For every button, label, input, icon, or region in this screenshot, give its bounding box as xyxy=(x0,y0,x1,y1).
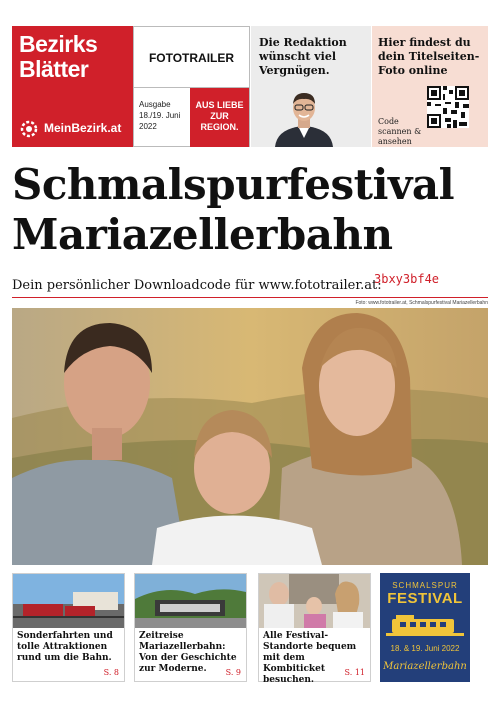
editor-box xyxy=(251,26,371,147)
train-icon xyxy=(386,611,464,641)
teaser-image-train xyxy=(13,574,124,628)
brand-site: MeinBezirk.at xyxy=(44,121,122,135)
section-box xyxy=(133,26,250,147)
editor-portrait xyxy=(273,88,335,147)
teaser-card[interactable]: Alle Festival-Standorte bequem mit dem Kombiticket besuchen. S. 11 xyxy=(258,573,371,682)
scan-text: Code scannen & ansehen xyxy=(378,117,422,146)
brand-logo-box xyxy=(12,26,133,147)
teaser-image-station xyxy=(135,574,246,628)
headline: Schmalspurfestival Mariazellerbahn xyxy=(12,160,455,259)
download-code-label: Dein persönlicher Downloadcode für www.fototrailer.at: xyxy=(12,278,382,293)
promo-box xyxy=(372,26,488,147)
qr-code-icon[interactable] xyxy=(427,86,469,128)
editor-text: Die Redaktion wünscht viel Vergnügen. xyxy=(259,36,347,77)
festival-poster[interactable]: SCHMALSPUR FESTIVAL 18. & 19. Juni 2022 Mariazellerbahn xyxy=(380,573,470,682)
title-rule xyxy=(12,297,488,298)
download-code[interactable]: 3bxy3bf4e xyxy=(374,272,440,286)
issue-info: Ausgabe 18./19. Juni 2022 xyxy=(139,100,181,131)
region-badge: AUS LIEBE ZUR REGION. xyxy=(190,88,249,147)
meinbezirk-logo-icon xyxy=(18,118,40,140)
teaser-image-people xyxy=(259,574,370,628)
promo-text: Hier findest du dein Titelseiten-Foto online xyxy=(378,36,480,77)
section-label: FOTOTRAILER xyxy=(148,51,235,65)
teaser-card[interactable]: Sonderfahrten und tolle Attraktionen rund um die Bahn. S. 8 xyxy=(12,573,125,682)
photo-credit: Foto: www.fototrailer.at, Schmalspurfestival Mariazellerbahn xyxy=(355,300,488,306)
teaser-card[interactable]: Zeitreise Mariazellerbahn: Von der Geschichte zur Moderne. S. 9 xyxy=(134,573,247,682)
cover-photo xyxy=(12,308,488,565)
brand-name: Bezirks Blätter xyxy=(19,31,98,82)
